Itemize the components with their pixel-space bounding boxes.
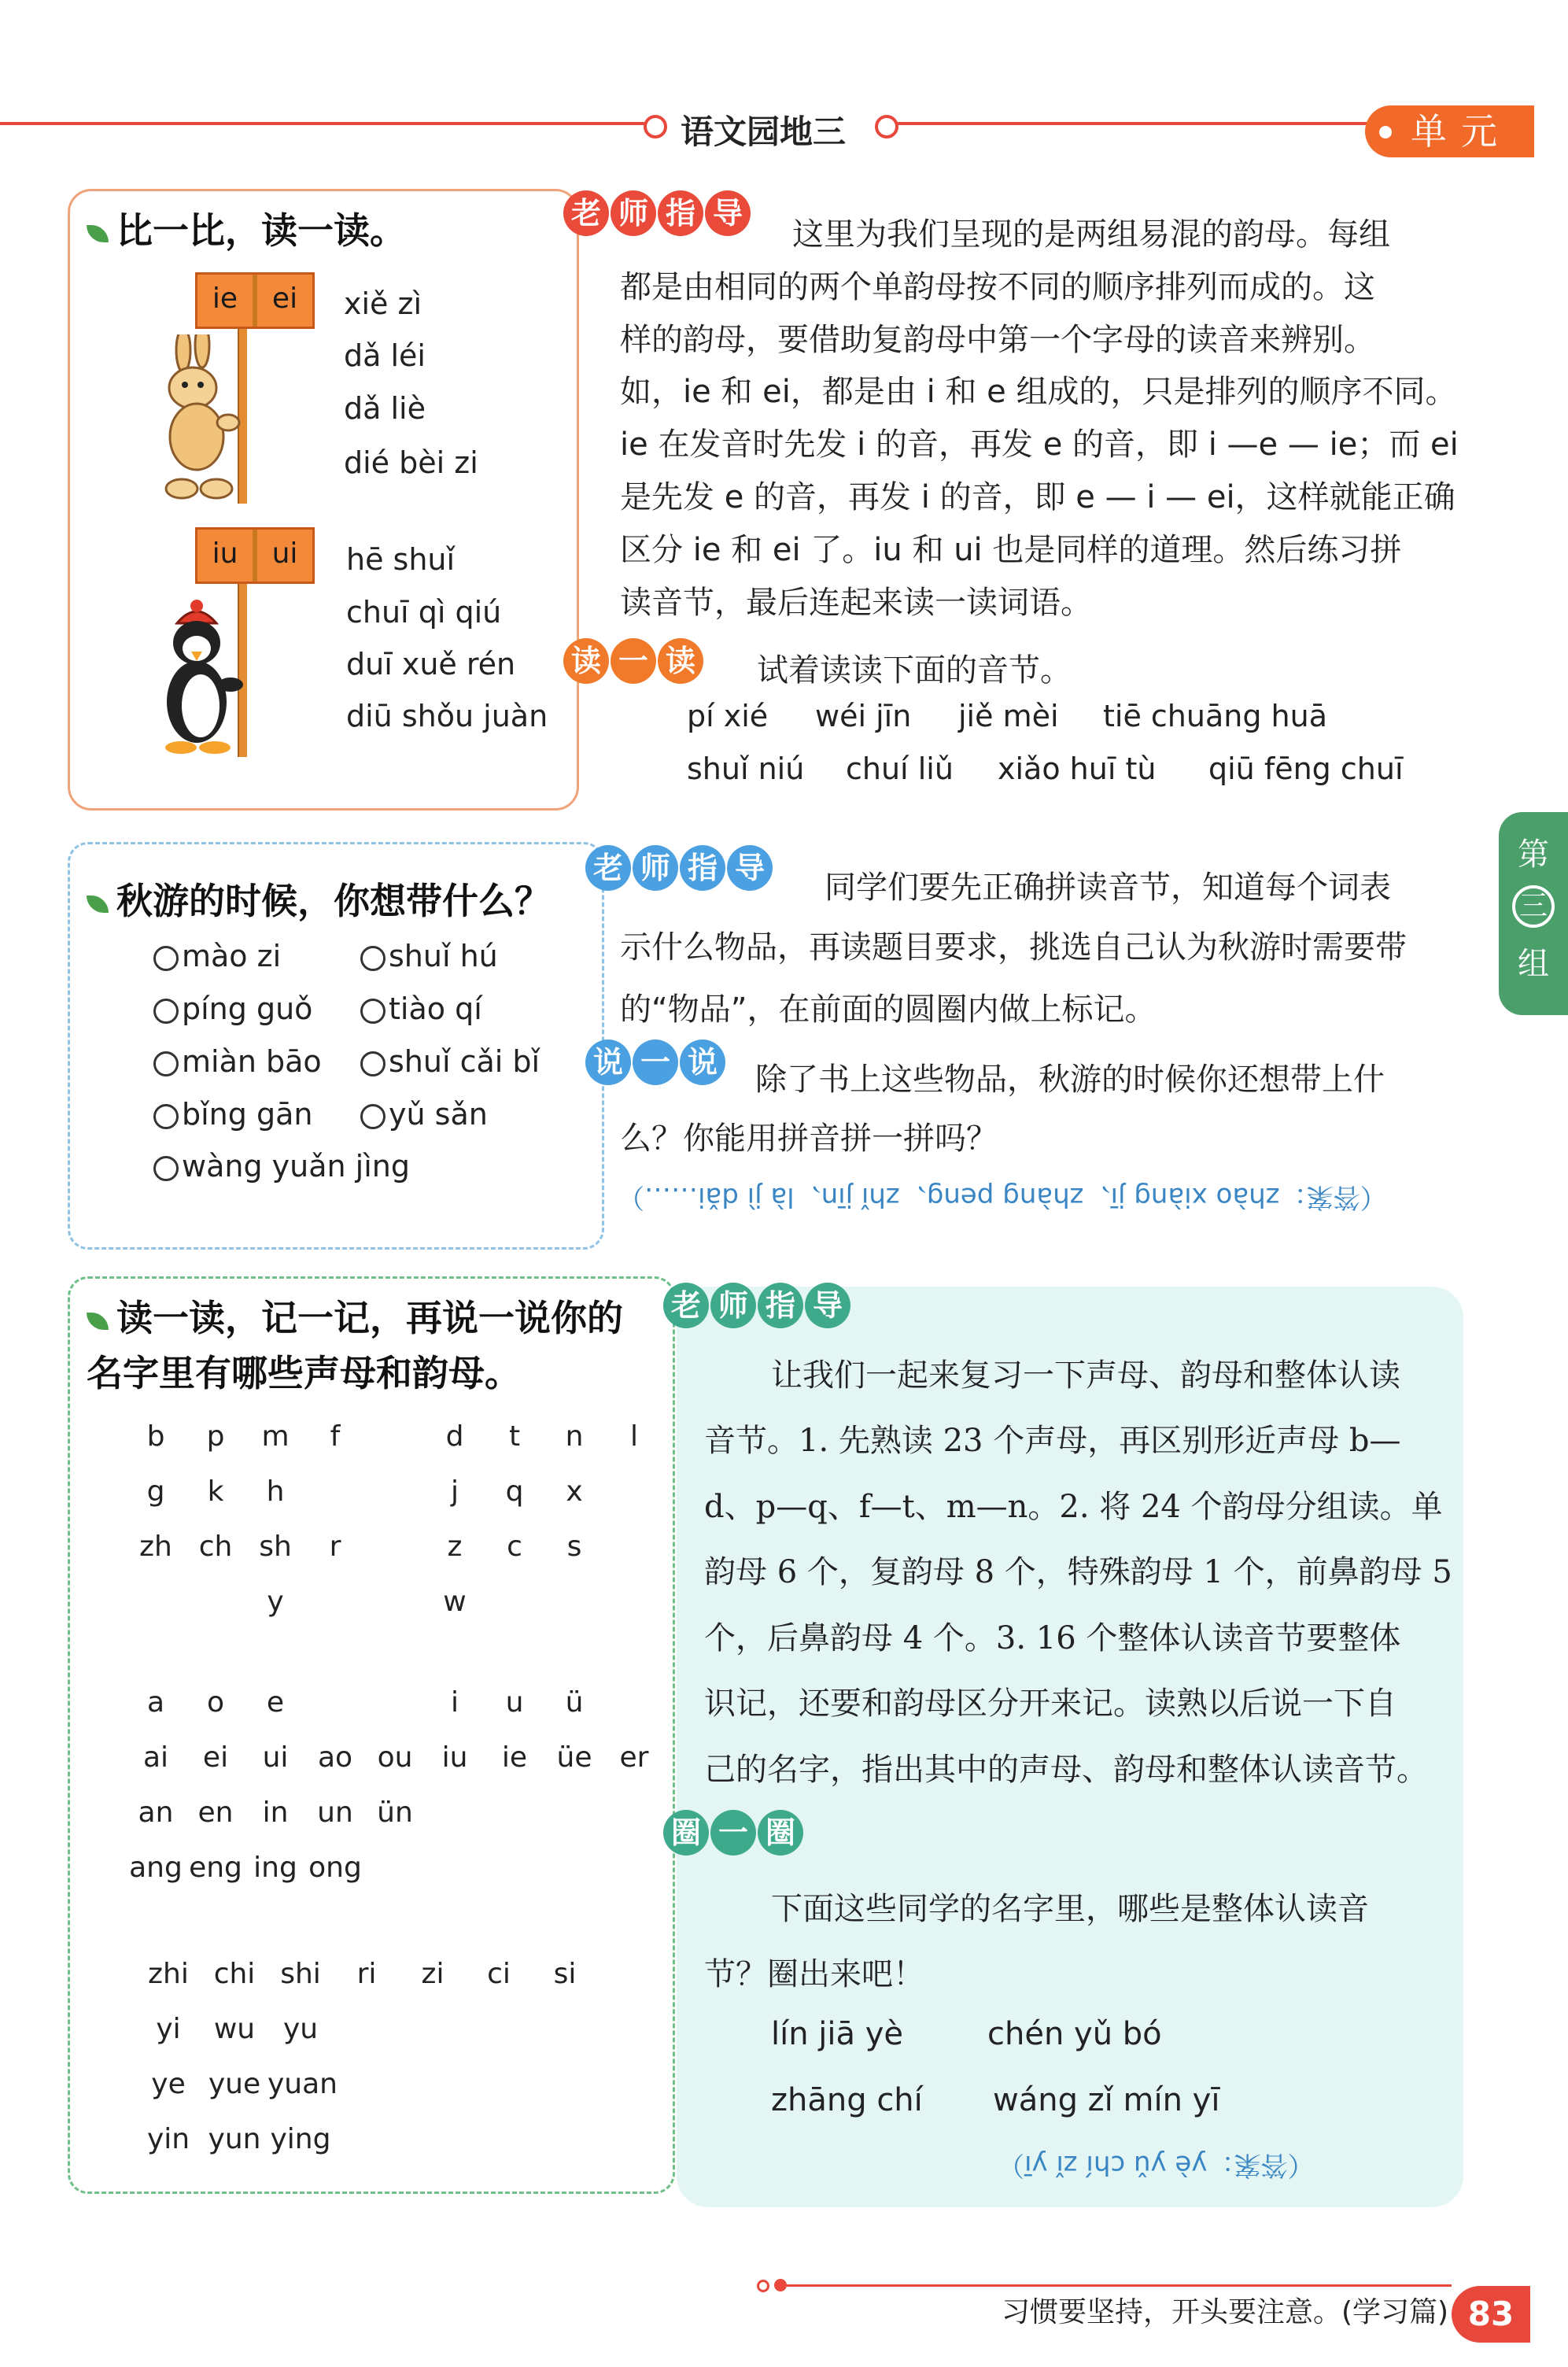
footer-rule	[787, 2284, 1452, 2287]
sign-ui: ui	[271, 537, 298, 570]
whole-syllable: yuan	[267, 2068, 338, 2100]
initial-letter: c	[507, 1531, 522, 1563]
read-instruction: 试着读读下面的音节。	[757, 652, 1072, 689]
sign-iu-ui	[195, 527, 315, 584]
initial-letter: f	[330, 1420, 341, 1453]
final-letter: ou	[377, 1741, 413, 1774]
final-letter: ao	[317, 1741, 353, 1774]
circle-line: 节？圈出来吧！	[704, 1956, 924, 1992]
teacher-guide-badge: 老 师 指 导	[563, 190, 751, 241]
guide-line: 音节。1. 先熟读 23 个声母，再区别形近声母 b—	[704, 1423, 1401, 1459]
option-circle-icon[interactable]	[153, 946, 179, 971]
sign-ei: ei	[271, 282, 298, 315]
header-rule-ornament	[875, 115, 898, 138]
initial-letter: ch	[198, 1531, 233, 1563]
initial-letter: sh	[259, 1531, 292, 1563]
final-letter: ei	[202, 1741, 229, 1774]
option-item[interactable]: tiào qí	[360, 991, 482, 1026]
sign-iu: iu	[212, 537, 238, 570]
read-syllable: wéi jīn	[815, 699, 912, 733]
whole-syllable: yin	[146, 2123, 190, 2155]
unit-dot-icon	[1379, 126, 1392, 138]
final-letter: er	[619, 1741, 649, 1774]
option-circle-icon[interactable]	[360, 999, 386, 1024]
guide-line: 如，ie 和 ei，都是由 i 和 e 组成的，只是排列的顺序不同。	[620, 374, 1457, 410]
guide-line: 是先发 e 的音，再发 i 的音，即 e — i — ei，这样就能正确	[620, 479, 1455, 515]
guide-line: d、p—q、f—t、m—n。2. 将 24 个韵母分组读。单	[704, 1489, 1443, 1525]
initial-letter: zh	[139, 1531, 172, 1563]
option-circle-icon[interactable]	[153, 999, 179, 1024]
group-tab	[1499, 812, 1568, 1015]
guide-line: 读音节，最后连起来读一读词语。	[620, 585, 1092, 621]
option-circle-icon[interactable]	[360, 1104, 386, 1129]
initial-letter: d	[445, 1420, 464, 1453]
option-item[interactable]: píng guǒ	[153, 991, 312, 1026]
sign-ie: ie	[212, 282, 238, 315]
initial-letter: r	[329, 1531, 341, 1563]
say-badge: 说 一 说	[585, 1039, 725, 1090]
read-badge: 读 一 读	[563, 638, 703, 689]
final-letter: an	[138, 1796, 174, 1829]
guide-line: 个，后鼻韵母 4 个。3. 16 个整体认读音节要整体	[704, 1620, 1401, 1656]
guide-line: 韵母 6 个，复韵母 8 个，特殊韵母 1 个，前鼻韵母 5	[704, 1554, 1452, 1590]
pinyin-word: dǎ léi	[344, 338, 426, 373]
guide-line: 示什么物品，再读题目要求，挑选自己认为秋游时需要带	[620, 929, 1407, 966]
initial-letter: l	[629, 1420, 638, 1453]
student-name[interactable]: lín jiā yè	[771, 2016, 904, 2052]
whole-syllable: zi	[421, 1958, 445, 1990]
pinyin-word: xiě zì	[344, 286, 422, 321]
whole-syllable: chi	[213, 1958, 256, 1990]
pinyin-word: diū shǒu juàn	[346, 699, 548, 733]
page-title: 语文园地三	[681, 113, 847, 151]
whole-syllable: yi	[156, 2013, 181, 2045]
final-letter: ün	[377, 1796, 413, 1829]
footer-dot	[774, 2279, 787, 2291]
initial-letter: w	[443, 1586, 467, 1618]
penguin-illustration	[153, 600, 256, 757]
initial-letter: s	[566, 1531, 582, 1563]
initial-letter: y	[267, 1586, 284, 1618]
guide-line: 让我们一起来复习一下声母、韵母和整体认读	[771, 1357, 1400, 1394]
option-item[interactable]: shuǐ cǎi bǐ	[360, 1044, 540, 1079]
whole-syllable: yu	[282, 2013, 319, 2045]
final-letter: o	[206, 1686, 225, 1719]
footer-dot	[757, 2280, 769, 2292]
initial-letter: k	[207, 1475, 224, 1508]
footer-motto: 习惯要坚持，开头要注意。(学习篇)	[1002, 2296, 1449, 2328]
whole-syllable: shi	[280, 1958, 321, 1990]
pinyin-word: dǎ liè	[344, 391, 426, 426]
final-letter: i	[450, 1686, 459, 1719]
initial-letter: n	[565, 1420, 584, 1453]
final-letter: ing	[253, 1852, 297, 1884]
initial-letter: q	[505, 1475, 524, 1508]
guide-line: ie 在发音时先发 i 的音，再发 e 的音，即 i —e — ie；而 ei	[620, 427, 1459, 463]
student-name[interactable]: chén yǔ bó	[987, 2016, 1162, 2052]
pinyin-word: duī xuě rén	[346, 647, 516, 681]
initial-letter: h	[266, 1475, 285, 1508]
leaf-icon	[87, 1313, 109, 1330]
read-syllable: xiǎo huī tù	[998, 751, 1157, 786]
final-letter: un	[317, 1796, 353, 1829]
final-letter: ü	[565, 1686, 584, 1719]
final-letter: iu	[441, 1741, 468, 1774]
pinyin-word: chuī qì qiú	[346, 595, 502, 630]
group-tab-char: 第	[1518, 836, 1549, 873]
student-name[interactable]: wáng zǐ mín yī	[993, 2082, 1220, 2118]
guide-line: 识记，还要和韵母区分开来记。读熟以后说一下自	[704, 1686, 1396, 1722]
initial-letter: x	[566, 1475, 583, 1508]
initial-letter: b	[146, 1420, 165, 1453]
option-item[interactable]: yǔ sǎn	[360, 1097, 488, 1132]
answer-text: （答案：yè yǔ chí zǐ yī）	[998, 2149, 1315, 2181]
read-syllable: qiū fēng chuī	[1208, 751, 1404, 786]
circle-line: 下面这些同学的名字里，哪些是整体认读音	[771, 1891, 1369, 1927]
whole-syllable: yue	[208, 2068, 261, 2100]
option-circle-icon[interactable]	[153, 1051, 179, 1076]
header-rule-left	[0, 122, 653, 125]
unit-tab-label: 单元	[1411, 110, 1511, 153]
option-circle-icon[interactable]	[360, 1051, 386, 1076]
initial-letter: t	[508, 1420, 521, 1453]
final-letter: a	[146, 1686, 165, 1719]
guide-line: 同学们要先正确拼读音节，知道每个词表	[825, 870, 1391, 906]
group-tab-char: 三	[1512, 885, 1555, 928]
option-circle-icon[interactable]	[360, 946, 386, 971]
guide-line: 己的名字，指出其中的声母、韵母和整体认读音节。	[704, 1752, 1428, 1788]
guide-line: 的“物品”，在前面的圆圈内做上标记。	[620, 991, 1157, 1028]
initial-letter: z	[447, 1531, 463, 1563]
pinyin-word: hē shuǐ	[346, 542, 456, 577]
leaf-icon	[87, 225, 109, 242]
rabbit-illustration	[153, 334, 256, 504]
final-letter: u	[505, 1686, 524, 1719]
final-letter: ong	[308, 1852, 362, 1884]
option-circle-icon[interactable]	[153, 1104, 179, 1129]
sign-ie-ei	[195, 272, 315, 329]
initial-letter: m	[261, 1420, 290, 1453]
read-syllable: jiě mèi	[958, 699, 1059, 733]
teacher-guide-badge: 老 师 指 导	[663, 1283, 850, 1333]
whole-syllable: zhi	[148, 1958, 189, 1990]
read-syllable: shuǐ niú	[687, 751, 805, 786]
whole-syllable: si	[553, 1958, 577, 1990]
guide-line: 样的韵母，要借助复韵母中第一个字母的读音来辨别。	[620, 322, 1375, 358]
final-letter: en	[197, 1796, 234, 1829]
header-rule-right	[897, 122, 1369, 125]
pinyin-word: dié bèi zi	[344, 445, 478, 480]
option-item[interactable]: miàn bāo	[153, 1044, 322, 1079]
whole-syllable: ye	[151, 2068, 186, 2100]
whole-syllable: wu	[213, 2013, 256, 2045]
unit-tab	[1365, 105, 1534, 157]
initial-letter: j	[450, 1475, 459, 1508]
section1-title: 比一比，读一读。	[87, 203, 406, 258]
whole-syllable: ci	[487, 1958, 511, 1990]
final-letter: ai	[142, 1741, 169, 1774]
final-letter: in	[262, 1796, 289, 1829]
option-item[interactable]: wàng yuǎn jìng	[153, 1149, 410, 1184]
final-letter: eng	[189, 1852, 242, 1884]
initial-letter: p	[206, 1420, 225, 1453]
final-letter: ie	[501, 1741, 528, 1774]
read-syllable: chuí liǔ	[846, 751, 954, 786]
guide-line: 这里为我们呈现的是两组易混的韵母。每组	[792, 216, 1390, 253]
option-item[interactable]: shuǐ hú	[360, 939, 498, 973]
section3-title: 读一读，记一记，再说一说你的 名字里有哪些声母和韵母。	[87, 1297, 623, 1394]
say-line: 除了书上这些物品，秋游的时候你还想带上什	[755, 1062, 1385, 1098]
header-rule-ornament	[644, 115, 667, 138]
section2-title: 秋游的时候，你想带什么？	[87, 873, 551, 929]
say-line: 么？你能用拼音拼一拼吗？	[620, 1121, 998, 1157]
answer-text: （答案：zhào xiàng jī、zhàng peng、zhǐ jīn、là jì dǎi……）	[618, 1181, 1387, 1213]
teacher-guide-badge: 老 师 指 导	[585, 845, 773, 895]
option-item[interactable]: bǐng gān	[153, 1097, 312, 1132]
page-number: 83	[1452, 2286, 1530, 2343]
group-tab-char: 组	[1518, 946, 1549, 982]
whole-syllable: ri	[356, 1958, 377, 1990]
final-letter: e	[266, 1686, 285, 1719]
whole-syllable: ying	[270, 2123, 331, 2155]
whole-syllable: yun	[208, 2123, 261, 2155]
option-item[interactable]: mào zi	[153, 939, 281, 973]
section3-box	[68, 1276, 675, 2194]
read-syllable: pí xié	[687, 699, 769, 733]
initial-letter: g	[146, 1475, 165, 1508]
guide-line: 区分 ie 和 ei 了。iu 和 ui 也是同样的道理。然后练习拼	[620, 532, 1402, 568]
final-letter: ang	[129, 1852, 183, 1884]
read-syllable: tiē chuāng huā	[1103, 699, 1327, 733]
student-name[interactable]: zhāng chí	[771, 2082, 923, 2118]
circle-badge: 圈 一 圈	[663, 1810, 803, 1860]
option-circle-icon[interactable]	[153, 1156, 179, 1181]
final-letter: üe	[556, 1741, 592, 1774]
final-letter: ui	[262, 1741, 289, 1774]
leaf-icon	[87, 895, 109, 913]
guide-line: 都是由相同的两个单韵母按不同的顺序排列而成的。这	[620, 269, 1375, 305]
